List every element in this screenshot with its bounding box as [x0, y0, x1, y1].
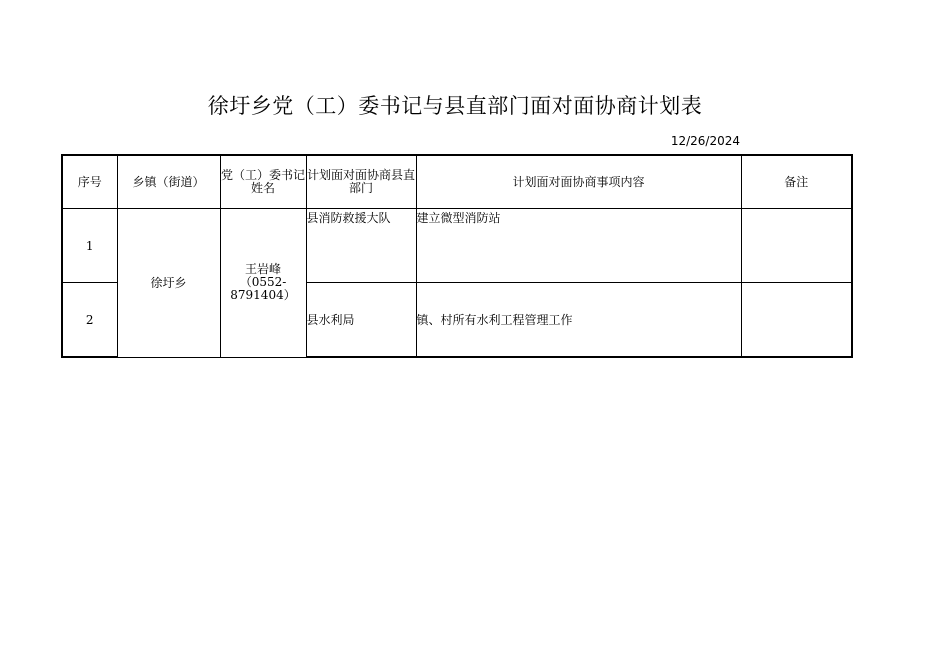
secretary-phone-line1: （0552-	[239, 275, 287, 290]
row-remark	[741, 283, 852, 358]
document-title: 徐圩乡党（工）委书记与县直部门面对面协商计划表	[207, 94, 703, 118]
document-date: 12/26/2024	[670, 134, 740, 148]
header-department: 计划面对面协商县直部门	[306, 155, 416, 209]
header-index: 序号	[62, 155, 117, 209]
plan-table	[61, 154, 853, 358]
row-matter: 镇、村所有水利工程管理工作	[416, 283, 741, 358]
row-department: 县消防救援大队	[306, 209, 416, 283]
township-cell: 徐圩乡	[117, 209, 220, 358]
table-row	[62, 209, 852, 283]
header-township: 乡镇（街道）	[117, 155, 220, 209]
table-header-row	[62, 155, 852, 209]
row-remark	[741, 209, 852, 283]
row-matter: 建立微型消防站	[416, 209, 741, 283]
secretary-phone-line2: 8791404）	[230, 288, 296, 303]
row-department: 县水利局	[306, 283, 416, 358]
secretary-cell	[220, 209, 306, 358]
header-matter: 计划面对面协商事项内容	[416, 155, 741, 209]
secretary-name: 王岩峰	[244, 262, 281, 277]
header-remark: 备注	[741, 155, 852, 209]
row-index: 1	[62, 209, 117, 283]
header-secretary: 党（工）委书记姓名	[220, 155, 306, 209]
row-index: 2	[62, 283, 117, 358]
